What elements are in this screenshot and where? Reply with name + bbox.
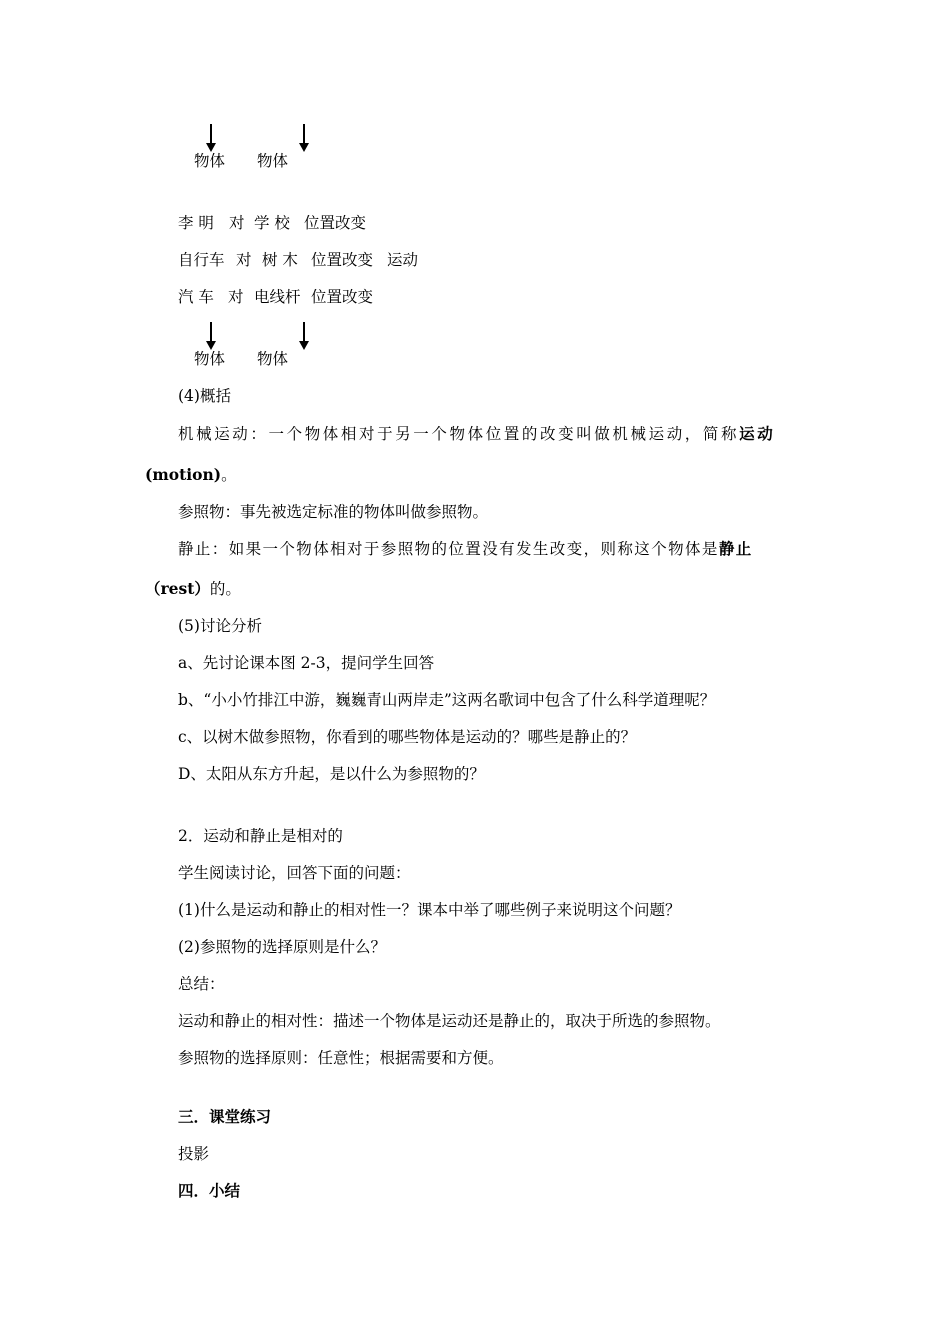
row2-change: 位置改变 (311, 251, 374, 269)
section4-heading: (4)概括 (178, 387, 231, 405)
part2-question-2: (2)参照物的选择原则是什么？ (178, 938, 386, 956)
discussion-item-b: b、“小小竹排江中游，巍巍青山两岸走”这两名歌词中包含了什么科学道理呢？ (178, 691, 716, 709)
part2-heading: 2．运动和静止是相对的 (178, 827, 343, 845)
definition-rest (178, 538, 753, 560)
row3-relation: 对 (228, 288, 244, 306)
row3-subject: 汽 车 (178, 288, 214, 306)
part2-intro: 学生阅读讨论，回答下面的问题： (178, 864, 411, 882)
row3-object: 电线杆 (254, 288, 301, 306)
row2-result: 运动 (387, 251, 419, 269)
definition-rest-term-en: （rest） (145, 579, 210, 598)
summary-label: 总结： (178, 975, 225, 993)
diagram1-label-left: 物体 (194, 152, 226, 170)
definition-motion-text: 机械运动：一个物体相对于另一个物体位置的改变叫做机械运动，简称 (178, 425, 740, 443)
definition-rest-cont (145, 578, 241, 600)
part3-text: 投影 (178, 1145, 210, 1163)
diagram1-label-right: 物体 (257, 152, 289, 170)
row1-subject: 李 明 (178, 214, 214, 232)
discussion-item-d: D、太阳从东方升起，是以什么为参照物的？ (178, 765, 485, 783)
definition-motion-term: 运动 (739, 424, 776, 443)
row2-relation: 对 (236, 251, 252, 269)
definition-motion-cont (145, 464, 237, 486)
definition-reference: 参照物：事先被选定标准的物体叫做参照物。 (178, 503, 489, 521)
part3-heading: 三．课堂练习 (178, 1107, 272, 1126)
section5-heading: (5)讨论分析 (178, 617, 262, 635)
down-arrow-left-1 (210, 124, 212, 144)
definition-rest-text: 静止：如果一个物体相对于参照物的位置没有发生改变，则称这个物体是 (178, 540, 719, 558)
down-arrow-right-2 (303, 322, 305, 342)
discussion-item-c: c、以树木做参照物，你看到的哪些物体是运动的？哪些是静止的？ (178, 728, 637, 746)
definition-motion-term-en: (motion) (145, 465, 222, 484)
down-arrow-right-1 (303, 124, 305, 144)
part2-question-1: (1)什么是运动和静止的相对性一？课本中举了哪些例子来说明这个问题？ (178, 901, 681, 919)
diagram2-label-right: 物体 (257, 350, 289, 368)
summary-relativity: 运动和静止的相对性：描述一个物体是运动还是静止的，取决于所选的参照物。 (178, 1012, 721, 1030)
discussion-item-a: a、先讨论课本图 2-3，提问学生回答 (178, 654, 435, 672)
row2-subject: 自行车 (178, 251, 225, 269)
row3-change: 位置改变 (311, 288, 374, 306)
definition-motion-end: 。 (221, 466, 237, 484)
row1-relation: 对 (229, 214, 245, 232)
diagram2-label-left: 物体 (194, 350, 226, 368)
summary-principle: 参照物的选择原则：任意性；根据需要和方便。 (178, 1049, 504, 1067)
down-arrow-left-2 (210, 322, 212, 342)
definition-rest-term: 静止 (718, 539, 753, 558)
row2-object: 树 木 (262, 251, 298, 269)
row1-object: 学 校 (254, 214, 290, 232)
definition-motion (178, 423, 775, 445)
row1-change: 位置改变 (304, 214, 367, 232)
part4-heading: 四．小结 (178, 1181, 241, 1200)
definition-rest-end: 的。 (209, 580, 241, 598)
